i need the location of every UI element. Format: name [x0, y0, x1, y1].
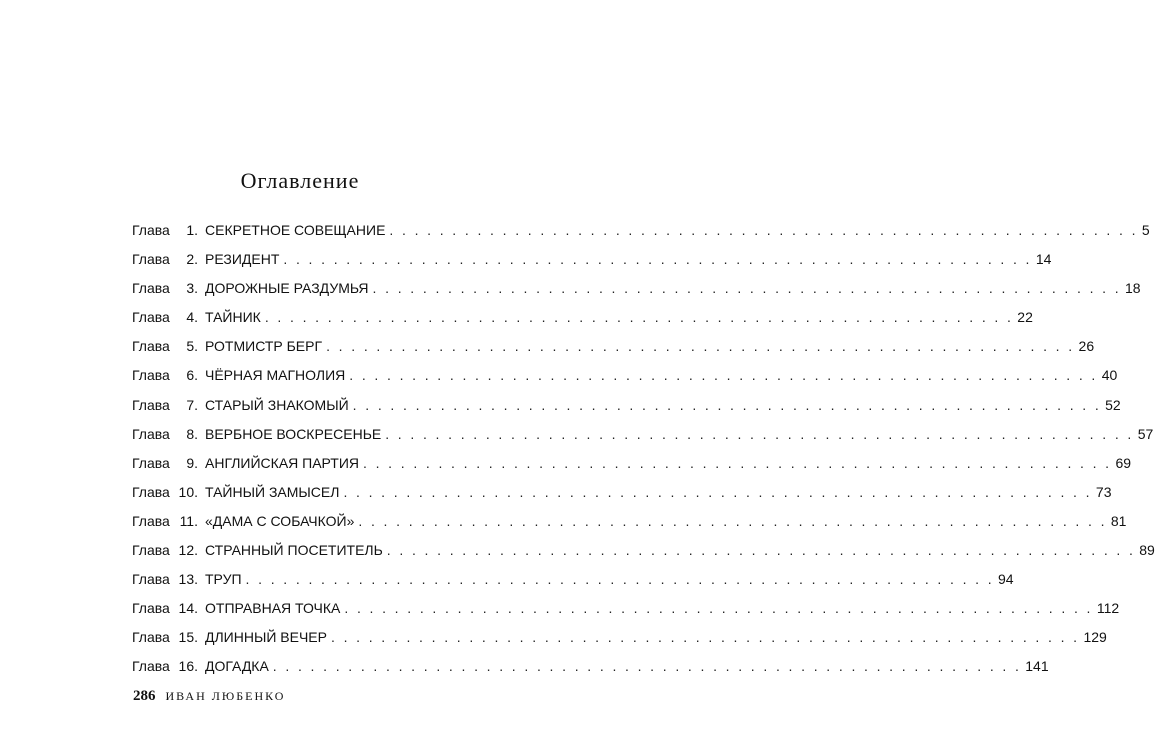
chapter-number: 6. — [186, 367, 198, 384]
chapter-label: Глава — [132, 425, 170, 442]
toc-entry — [132, 542, 1155, 571]
chapter-page: 89 — [1139, 542, 1155, 559]
chapter-page: 73 — [1095, 483, 1112, 500]
chapter-page: 81 — [1110, 512, 1127, 529]
dot-leader: . . . . . . . . . . . . . . . . . . . . . . . . . . . . . . . . . . . . . . . . . . . . . . . . . . . . . . . . . . . . — [326, 338, 1075, 355]
chapter-number: 2. — [186, 251, 198, 268]
chapter-number: 13. — [178, 571, 198, 588]
page-title: Оглавление — [240, 168, 360, 193]
chapter-number: 12. — [178, 542, 198, 559]
chapter-page: 141 — [1025, 658, 1049, 675]
chapter-page: 112 — [1096, 600, 1120, 617]
dot-leader: . . . . . . . . . . . . . . . . . . . . . . . . . . . . . . . . . . . . . . . . . . . . . . . . . . . . . . . . . . . . — [349, 367, 1098, 384]
chapter-page: 5 — [1141, 222, 1150, 238]
dot-leader: . . . . . . . . . . . . . . . . . . . . . . . . . . . . . . . . . . . . . . . . . . . . . . . . . . . . . . . . . . . . — [389, 222, 1138, 238]
chapter-number: 16. — [178, 658, 198, 675]
chapter-title: ВЕРБНОЕ ВОСКРЕСЕНЬЕ — [205, 425, 382, 442]
chapter-title: ТАЙНЫЙ ЗАМЫСЕЛ — [205, 483, 340, 500]
chapter-title: ДЛИННЫЙ ВЕЧЕР — [205, 629, 327, 646]
chapter-number: 11. — [179, 512, 198, 529]
chapter-number: 9. — [186, 454, 198, 471]
chapter-page: 57 — [1137, 425, 1154, 442]
dot-leader: . . . . . . . . . . . . . . . . . . . . . . . . . . . . . . . . . . . . . . . . . . . . . . . . . . . . . . . . . . . . — [272, 658, 1022, 675]
chapter-label: Глава — [132, 454, 170, 471]
chapter-page: 40 — [1101, 367, 1118, 384]
dot-leader: . . . . . . . . . . . . . . . . . . . . . . . . . . . . . . . . . . . . . . . . . . . . . . . . . . . . . . . . . . . . — [358, 512, 1107, 529]
dot-leader: . . . . . . . . . . . . . . . . . . . . . . . . . . . . . . . . . . . . . . . . . . . . . . . . . . . . . . . . . . . . — [264, 309, 1014, 326]
chapter-number: 8. — [186, 425, 198, 442]
dot-leader: . . . . . . . . . . . . . . . . . . . . . . . . . . . . . . . . . . . . . . . . . . . . . . . . . . . . . . . . . . . . — [344, 600, 1093, 617]
toc-entry — [132, 251, 1052, 280]
chapter-title: ТАЙНИК — [205, 309, 261, 326]
chapter-number: 4. — [186, 309, 198, 326]
chapter-label: Глава — [132, 396, 170, 413]
dot-leader: . . . . . . . . . . . . . . . . . . . . . . . . . . . . . . . . . . . . . . . . . . . . . . . . . . . . . . . . . . . . — [386, 542, 1136, 559]
chapter-page: 52 — [1105, 396, 1121, 413]
chapter-label: Глава — [132, 542, 170, 559]
toc-entry — [132, 309, 1033, 338]
dot-leader: . . . . . . . . . . . . . . . . . . . . . . . . . . . . . . . . . . . . . . . . . . . . . . . . . . . . . . . . . . . . — [245, 571, 995, 588]
toc-entry — [132, 454, 1132, 484]
chapter-title: РОТМИСТР БЕРГ — [205, 338, 323, 355]
chapter-number: 5. — [186, 338, 198, 355]
chapter-number: 10. — [178, 483, 198, 500]
toc-entry — [132, 280, 1141, 309]
toc-entry — [132, 512, 1127, 542]
chapter-page: 14 — [1035, 251, 1052, 268]
dot-leader: . . . . . . . . . . . . . . . . . . . . . . . . . . . . . . . . . . . . . . . . . . . . . . . . . . . . . . . . . . . . — [352, 396, 1102, 413]
chapter-number: 3. — [186, 280, 198, 297]
chapter-label: Глава — [132, 309, 170, 326]
chapter-label: Глава — [132, 280, 170, 297]
dot-leader: . . . . . . . . . . . . . . . . . . . . . . . . . . . . . . . . . . . . . . . . . . . . . . . . . . . . . . . . . . . . — [343, 483, 1092, 500]
chapter-label: Глава — [132, 338, 170, 355]
chapter-label: Глава — [132, 658, 170, 675]
chapter-page: 22 — [1017, 309, 1033, 326]
toc-entry — [132, 367, 1118, 396]
chapter-page: 26 — [1078, 338, 1095, 355]
chapter-label: Глава — [132, 251, 170, 268]
chapter-title: ОТПРАВНАЯ ТОЧКА — [205, 600, 341, 617]
toc-entry — [132, 222, 1150, 251]
chapter-title: СЕКРЕТНОЕ СОВЕЩАНИЕ — [205, 222, 386, 238]
chapter-number: 1. — [186, 222, 198, 238]
chapter-title: ТРУП — [205, 571, 242, 588]
chapter-label: Глава — [132, 512, 170, 529]
toc-entry — [132, 571, 1014, 600]
page-footer — [133, 688, 285, 705]
dot-leader: . . . . . . . . . . . . . . . . . . . . . . . . . . . . . . . . . . . . . . . . . . . . . . . . . . . . . . . . . . . . — [283, 251, 1032, 268]
toc-entry — [132, 338, 1095, 367]
footer-page-number: 286 — [133, 688, 156, 704]
chapter-title: «ДАМА С СОБАЧКОЙ» — [205, 512, 355, 529]
chapter-page: 18 — [1125, 280, 1141, 297]
chapter-title: ДОРОЖНЫЕ РАЗДУМЬЯ — [205, 280, 369, 297]
dot-leader: . . . . . . . . . . . . . . . . . . . . . . . . . . . . . . . . . . . . . . . . . . . . . . . . . . . . . . . . . . . . — [363, 454, 1112, 471]
chapter-page: 94 — [998, 571, 1014, 588]
toc-entry — [132, 658, 1049, 687]
toc-entry — [132, 396, 1121, 426]
chapter-label: Глава — [132, 367, 170, 384]
table-of-contents — [132, 222, 1155, 688]
dot-leader: . . . . . . . . . . . . . . . . . . . . . . . . . . . . . . . . . . . . . . . . . . . . . . . . . . . . . . . . . . . . — [330, 629, 1080, 646]
chapter-title: ЧЁРНАЯ МАГНОЛИЯ — [205, 367, 346, 384]
dot-leader: . . . . . . . . . . . . . . . . . . . . . . . . . . . . . . . . . . . . . . . . . . . . . . . . . . . . . . . . . . . . — [385, 425, 1134, 442]
chapter-title: СТАРЫЙ ЗНАКОМЫЙ — [205, 396, 349, 413]
chapter-title: АНГЛИЙСКАЯ ПАРТИЯ — [205, 454, 359, 471]
chapter-label: Глава — [132, 222, 170, 238]
chapter-page: 129 — [1083, 629, 1107, 646]
dot-leader: . . . . . . . . . . . . . . . . . . . . . . . . . . . . . . . . . . . . . . . . . . . . . . . . . . . . . . . . . . . . — [372, 280, 1122, 297]
footer-author: ИВАН ЛЮБЕНКО — [165, 689, 286, 703]
toc-entry — [132, 483, 1112, 513]
chapter-label: Глава — [132, 629, 170, 646]
chapter-page: 69 — [1115, 454, 1132, 471]
chapter-title: РЕЗИДЕНТ — [205, 251, 280, 268]
toc-entry — [132, 629, 1107, 658]
chapter-title: СТРАННЫЙ ПОСЕТИТЕЛЬ — [205, 542, 383, 559]
chapter-label: Глава — [132, 600, 170, 617]
chapter-number: 7. — [186, 396, 198, 413]
toc-entry — [132, 425, 1154, 455]
chapter-number: 14. — [178, 600, 198, 617]
chapter-label: Глава — [132, 483, 170, 500]
chapter-number: 15. — [178, 629, 198, 646]
chapter-title: ДОГАДКА — [205, 658, 269, 675]
toc-entry — [132, 600, 1120, 629]
chapter-label: Глава — [132, 571, 170, 588]
